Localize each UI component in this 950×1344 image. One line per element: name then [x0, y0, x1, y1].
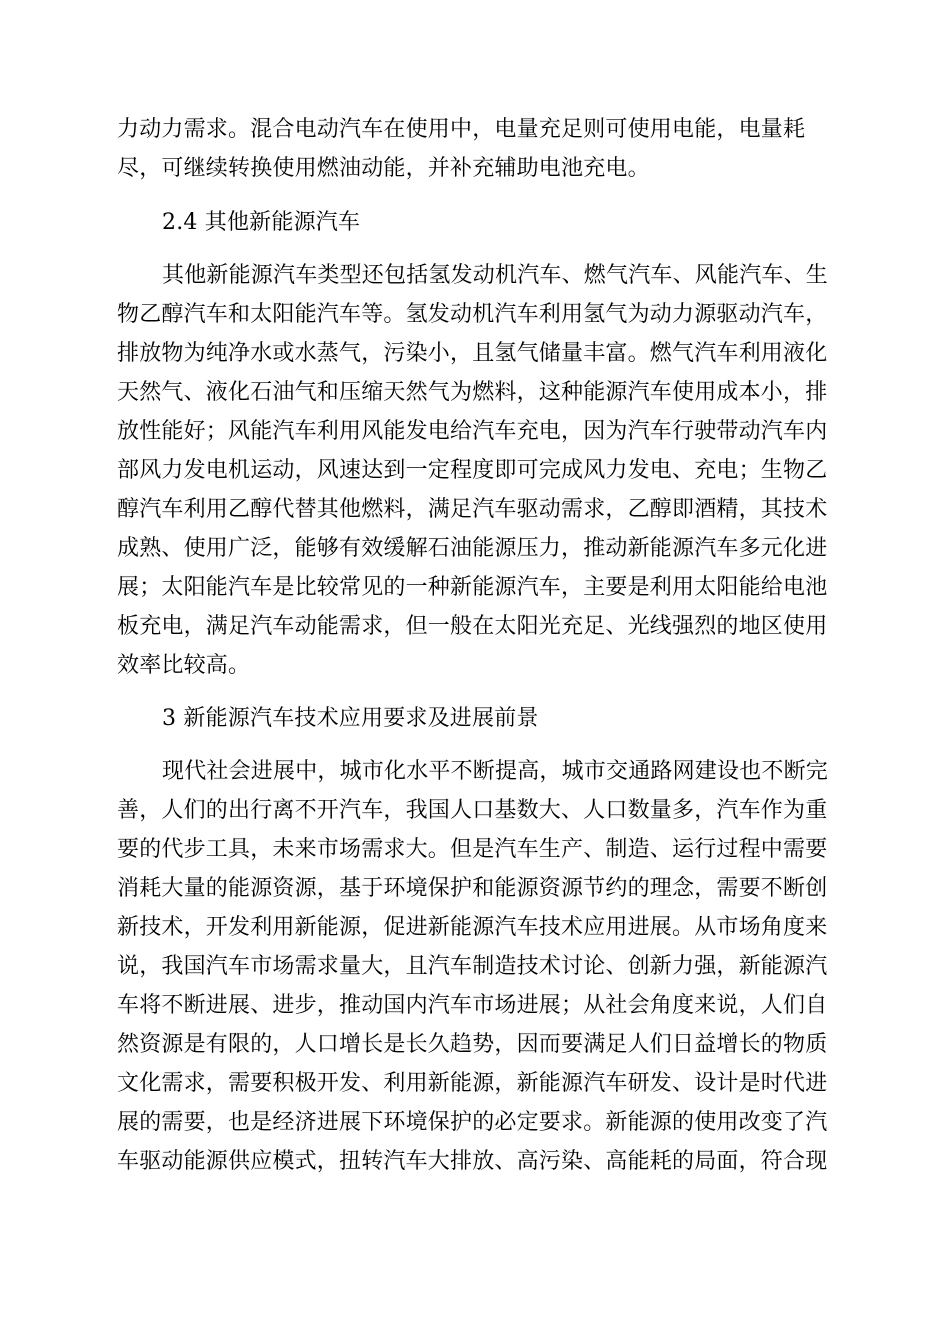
text-line: 醇汽车利用乙醇代替其他燃料，满足汽车驱动需求，乙醇即酒精，其技术: [117, 497, 828, 522]
text-line: 其他新能源汽车类型还包括氢发动机汽车、燃气汽车、风能汽车、生: [162, 263, 829, 288]
text-line: 展的需要，也是经济进展下环境保护的必定要求。新能源的使用改变了汽: [117, 1110, 828, 1135]
text-line: 放性能好；风能汽车利用风能发电给汽车充电，因为汽车行驶带动汽车内: [117, 419, 828, 444]
text-line: 尽，可继续转换使用燃油动能，并补充辅助电池充电。: [117, 156, 650, 181]
text-line: 新技术，开发利用新能源，促进新能源汽车技术应用进展。从市场角度来: [117, 915, 828, 940]
text-line: 部风力发电机运动，风速达到一定程度即可完成风力发电、充电；生物乙: [117, 458, 828, 483]
text-line: 板充电，满足汽车动能需求，但一般在太阳光充足、光线强烈的地区使用: [117, 614, 828, 639]
text-line: 车将不断进展、进步，推动国内汽车市场进展；从社会角度来说，人们自: [117, 993, 828, 1018]
text-line: 成熟、使用广泛，能够有效缓解石油能源压力，推动新能源汽车多元化进: [117, 536, 828, 561]
text-line: 力动力需求。混合电动汽车在使用中，电量充足则可使用电能，电量耗: [117, 117, 806, 142]
text-line: 文化需求，需要积极开发、利用新能源，新能源汽车研发、设计是时代进: [117, 1071, 828, 1096]
text-line: 善，人们的出行离不开汽车，我国人口基数大、人口数量多，汽车作为重: [117, 798, 828, 823]
text-line: 要的代步工具，未来市场需求大。但是汽车生产、制造、运行过程中需要: [117, 837, 828, 862]
text-line: 物乙醇汽车和太阳能汽车等。氢发动机汽车利用氢气为动力源驱动汽车，: [117, 302, 828, 327]
section-heading-2-4: 2.4 其他新能源汽车: [162, 210, 361, 235]
text-line: 排放物为纯净水或水蒸气，污染小，且氢气储量丰富。燃气汽车利用液化: [117, 341, 828, 366]
text-line: 展；太阳能汽车是比较常见的一种新能源汽车，主要是利用太阳能给电池: [117, 575, 828, 600]
text-line: 天然气、液化石油气和压缩天然气为燃料，这种能源汽车使用成本小，排: [117, 380, 828, 405]
text-line: 现代社会进展中，城市化水平不断提高，城市交通路网建设也不断完: [162, 759, 829, 784]
section-heading-3: 3 新能源汽车技术应用要求及进展前景: [162, 706, 539, 731]
text-line: 说，我国汽车市场需求量大，且汽车制造技术讨论、创新力强，新能源汽: [117, 954, 828, 979]
text-line: 效率比较高。: [117, 653, 251, 678]
text-line: 然资源是有限的，人口增长是长久趋势，因而要满足人们日益增长的物质: [117, 1032, 828, 1057]
text-line: 消耗大量的能源资源，基于环境保护和能源资源节约的理念，需要不断创: [117, 876, 828, 901]
text-line: 车驱动能源供应模式，扭转汽车大排放、高污染、高能耗的局面，符合现: [117, 1149, 828, 1174]
